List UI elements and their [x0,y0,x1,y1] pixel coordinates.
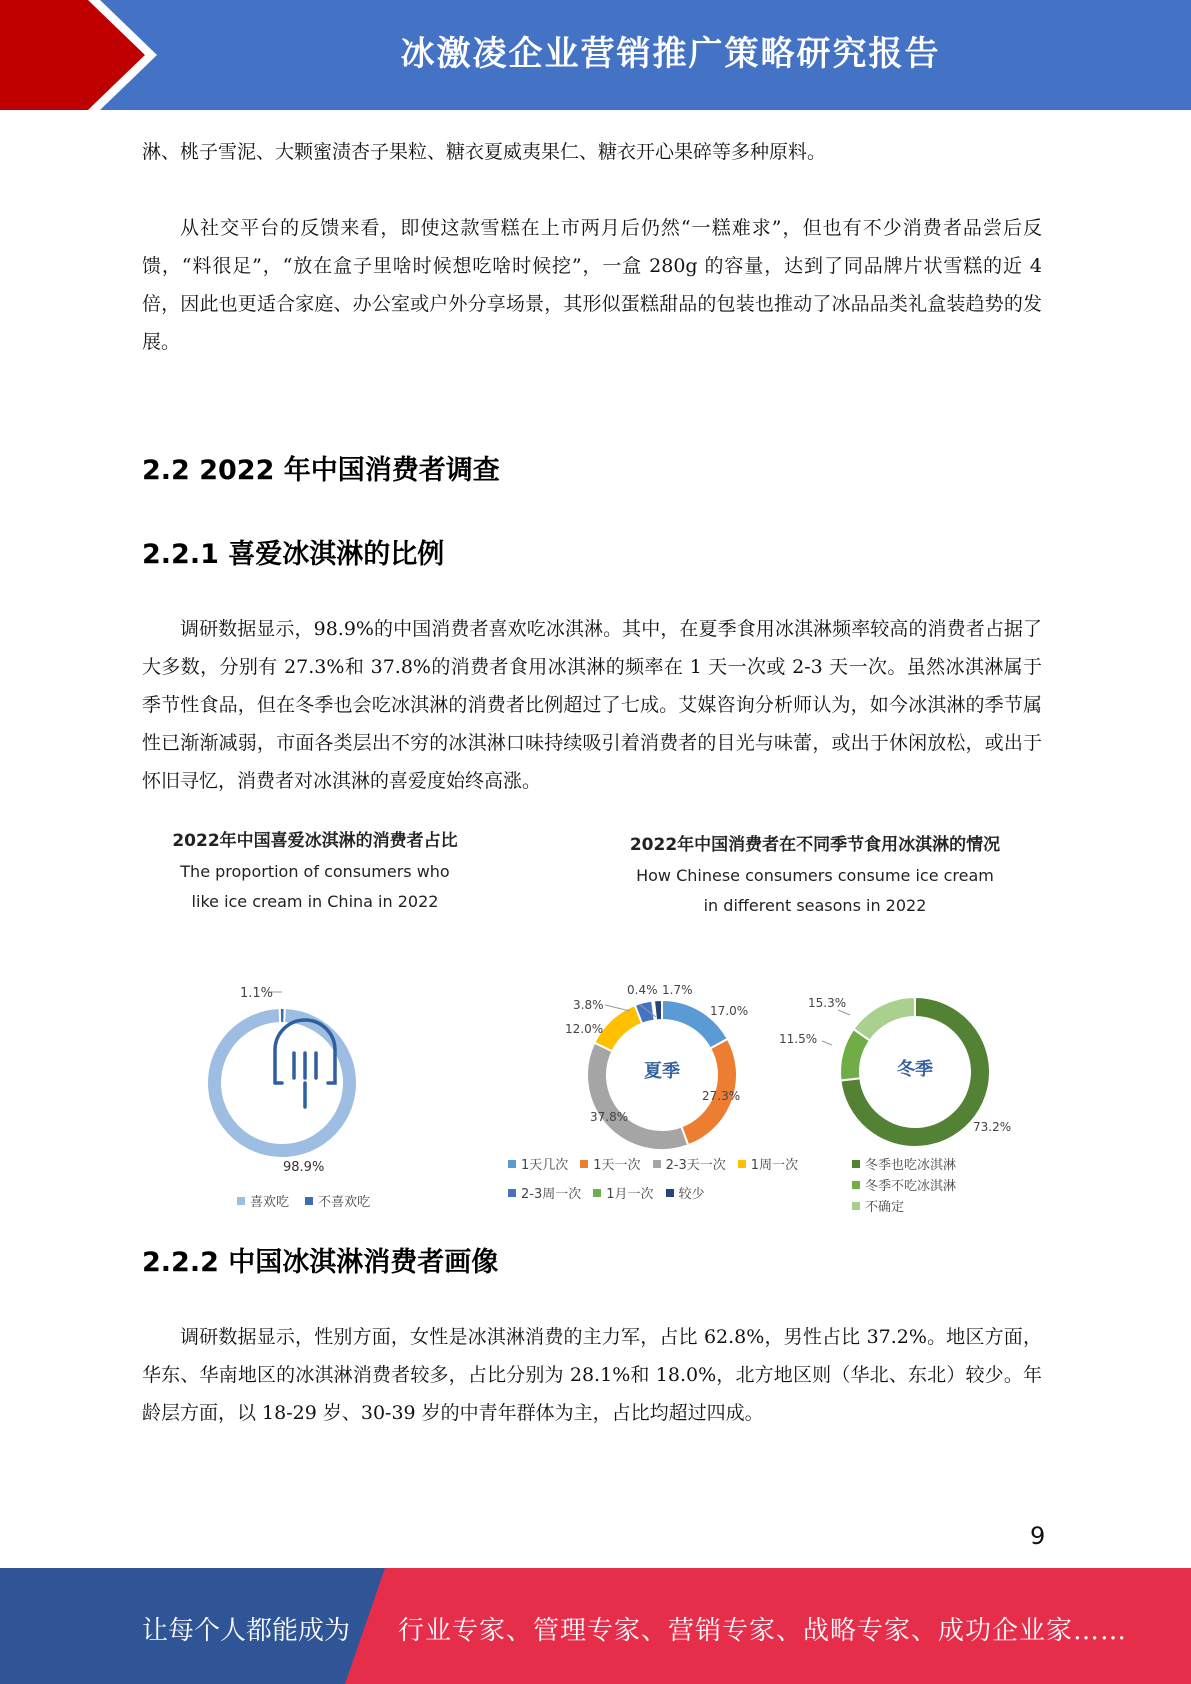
page-footer [0,1568,1191,1684]
body-text-block-3 [142,610,1042,800]
chart3-legend [852,1154,968,1217]
legend-label: 1天一次 [593,1158,641,1173]
legend-label: 冬季也吃冰淇淋 [865,1158,957,1173]
chart2-chart3-donuts [560,975,1060,1150]
report-title: 冰激凌企业营销推广策略研究报告 [400,34,941,74]
legend-label: 2-3周一次 [521,1187,582,1202]
chart2-label-3: 12.0% [565,1022,604,1036]
chart2-subtitle-line1: How Chinese consumers consume ice cream [636,866,994,885]
chart2-title-block [585,830,1045,921]
chart3-label-2: 73.2% [973,1120,1012,1134]
legend-item [666,1183,705,1202]
footer-slogan-right: 行业专家、管理专家、营销专家、战略专家、成功企业家…… [398,1616,1128,1646]
chart3-center-label: 冬季 [897,1059,933,1080]
legend-item [508,1154,568,1173]
page-header [0,0,1191,110]
chart1-title-block [140,826,490,917]
legend-swatch [580,1160,588,1168]
chart2-label-0: 1.7% [662,983,693,997]
chart1-subtitle-line2: like ice cream in China in 2022 [191,892,439,911]
chart3-leader-line [822,1041,832,1045]
header-arrow-decoration [0,0,300,110]
legend-item [653,1154,726,1173]
legend-label: 1周一次 [750,1158,799,1173]
donut-slice-3 [854,997,915,1041]
footer-slogan-left: 让每个人都能成为 [142,1616,351,1646]
chart3-label-1: 11.5% [779,1032,818,1046]
chart2-center-label: 夏季 [644,1061,680,1082]
page-number: 9 [1030,1522,1046,1550]
legend-swatch [508,1160,516,1168]
legend-swatch [653,1160,661,1168]
legend-label: 喜欢吃 [250,1195,290,1210]
section-heading-2-2-1: 2.2.1 喜爱冰淇淋的比例 [142,539,445,570]
section-heading-2-2: 2.2 2022 年中国消费者调查 [142,455,500,486]
donut-slice-7 [654,1000,662,1020]
legend-item [508,1183,581,1202]
legend-label: 不喜欢吃 [318,1195,371,1210]
chart1-subtitle-line1: The proportion of consumers who [180,862,450,881]
legend-item [852,1154,956,1173]
legend-label: 不确定 [865,1200,905,1215]
chart1-legend [237,1191,382,1210]
legend-swatch [237,1197,245,1205]
legend-item [305,1191,370,1210]
paragraph: 从社交平台的反馈来看，即使这款雪糕在上市两月后仍然“一糕难求”，但也有不少消费者品尝后反馈，“料很足”，“放在盒子里啥时候想吃啥时候挖”，一盒 280g 的容量，达到了同品牌片状雪糕的近 4 倍，因此也更适合家庭、办公室或户外分享场景，其形似蛋糕甜品的包装也推动了冰品品类礼盒装趋势的发展。 [142,217,1042,353]
chart2-legend-row [508,1154,838,1173]
chart2-subtitle-line2: in different seasons in 2022 [703,896,927,915]
legend-item [237,1191,289,1210]
legend-swatch [852,1202,860,1210]
chart1-donut [180,975,440,1185]
legend-label: 冬季不吃冰淇淋 [865,1179,957,1194]
legend-swatch [852,1160,860,1168]
chart2-legend [508,1154,838,1202]
legend-label: 1月一次 [606,1187,654,1202]
legend-swatch [305,1197,313,1205]
legend-label: 2-3天一次 [665,1158,726,1173]
legend-swatch [508,1189,516,1197]
paragraph: 调研数据显示，性别方面，女性是冰淇淋消费的主力军，占比 62.8%，男性占比 37.2%。地区方面，华东、华南地区的冰淇淋消费者较多，占比分别为 28.1%和 18.0%，北方地区则（华北、东北）较少。年龄层方面，以 18-29 岁、30-39 岁的中青年群体为主，占比均超过四成。 [142,1326,1042,1424]
chart2-legend-row [508,1183,838,1202]
chart3-leader-line [838,1010,850,1015]
legend-swatch [738,1160,746,1168]
chart3-label-0: 15.3% [808,996,847,1010]
chart1-label-dislike: 1.1% [240,986,274,1001]
legend-item [738,1154,798,1173]
chart2-title: 2022年中国消费者在不同季节食用冰淇淋的情况 [629,835,1001,855]
donut-slice-3 [587,1043,688,1150]
section-heading-2-2-2: 2.2.2 中国冰淇淋消费者画像 [142,1247,499,1278]
legend-item [852,1196,956,1215]
chart2-label-1: 0.4% [627,983,658,997]
chart2-label-2: 3.8% [573,998,604,1012]
legend-swatch [666,1189,674,1197]
paragraph: 调研数据显示，98.9%的中国消费者喜欢吃冰淇淋。其中，在夏季食用冰淇淋频率较高的消费者占据了大多数，分别有 27.3%和 37.8%的消费者食用冰淇淋的频率在 1 天一次或 2-3 天一次。虽然冰淇淋属于季节性食品，但在冬季也会吃冰淇淋的消费者比例超过了七成。艾媒咨询分析师认为，如今冰淇淋的季节属性已渐渐减弱，市面各类层出不穷的冰淇淋口味持续吸引着消费者的目光与味蕾，或出于休闲放松，或出于怀旧寻忆，消费者对冰淇淋的喜爱度始终高涨。 [142,618,1042,792]
legend-item [852,1175,956,1194]
body-text-block-4 [142,1318,1042,1432]
body-text-block-1 [142,133,1042,171]
legend-swatch [593,1189,601,1197]
legend-label: 较少 [678,1187,705,1202]
legend-label: 1天几次 [521,1158,569,1173]
legend-swatch [852,1181,860,1189]
chart2-label-4: 17.0% [710,1004,749,1018]
body-text-block-2 [142,209,1042,361]
chart2-label-5: 27.3% [702,1089,741,1103]
chart2-label-6: 37.8% [590,1110,629,1124]
legend-item [593,1183,653,1202]
chart1-title: 2022年中国喜爱冰淇淋的消费者占比 [172,831,458,851]
legend-item [580,1154,640,1173]
chart1-label-like: 98.9% [283,1160,325,1175]
paragraph: 淋、桃子雪泥、大颗蜜渍杏子果粒、糖衣夏威夷果仁、糖衣开心果碎等多种原料。 [142,141,827,163]
